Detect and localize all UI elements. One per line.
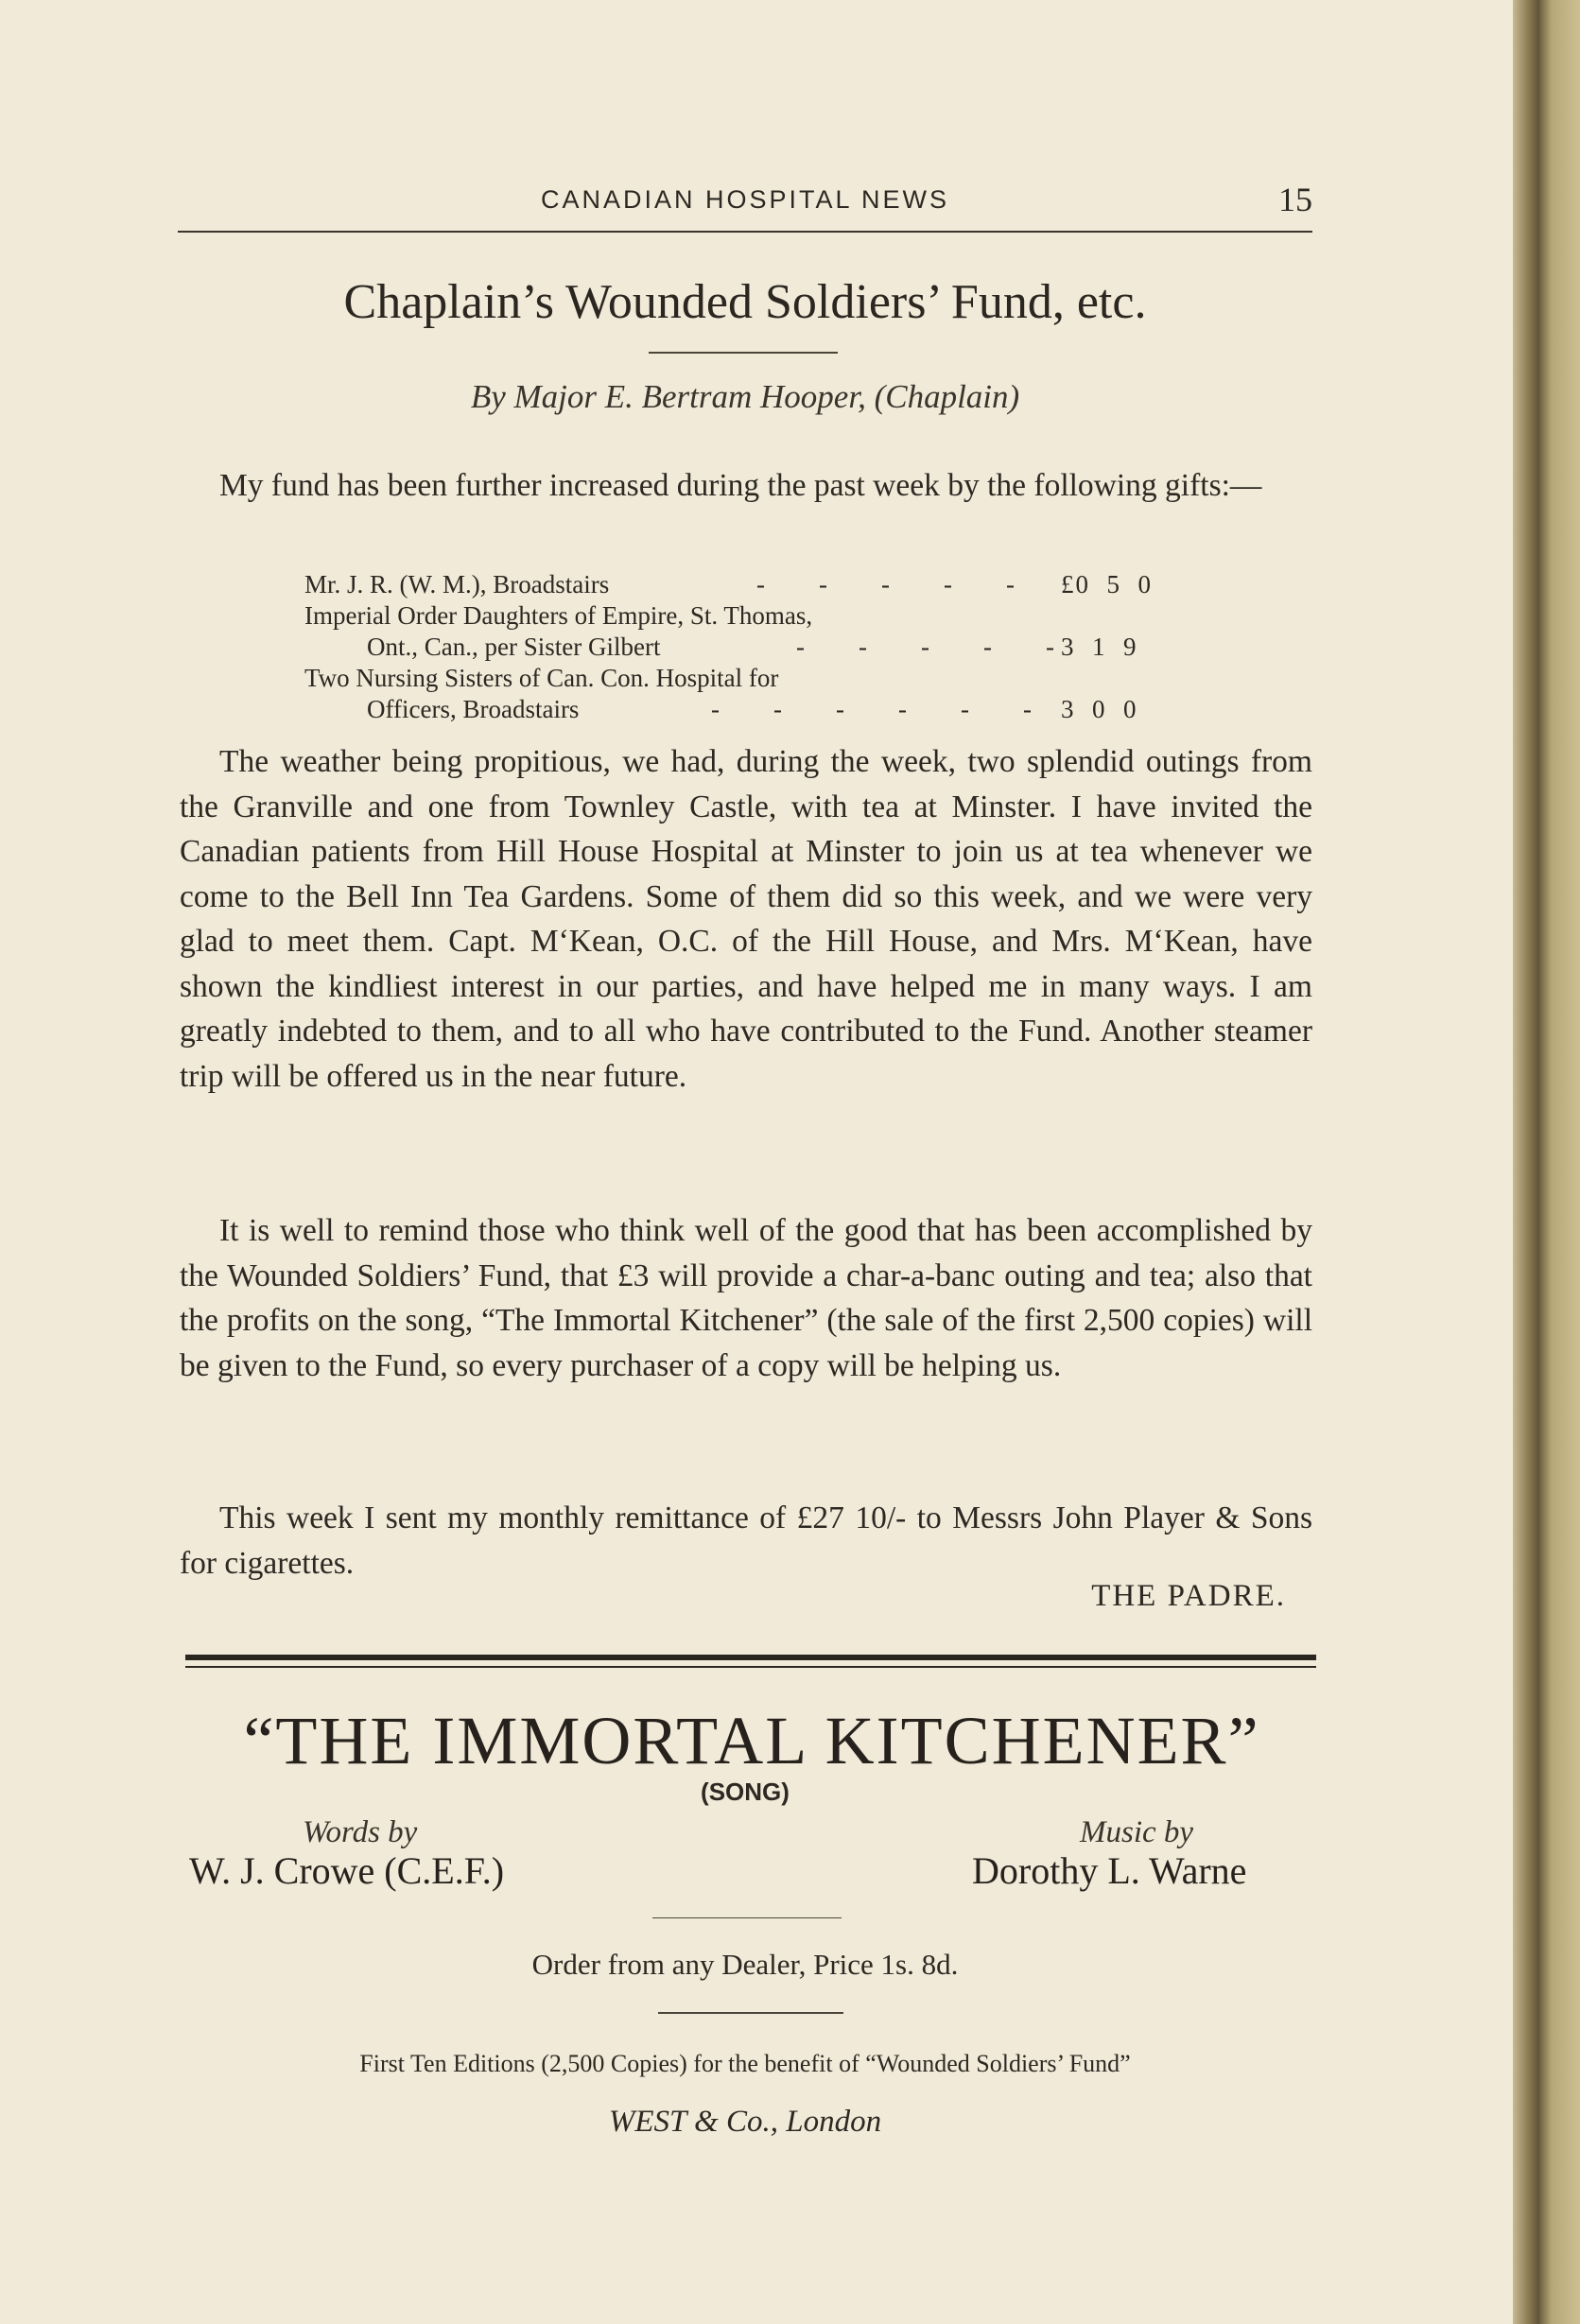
gift-item [304, 569, 1193, 600]
credits-divider [652, 1917, 842, 1918]
gift-list [304, 569, 1193, 725]
advert-subtitle: (SONG) [701, 1778, 790, 1806]
page-number: 15 [1278, 181, 1312, 218]
words-label: Words by [303, 1815, 418, 1849]
book-edge [1539, 0, 1580, 2324]
publication-title: CANADIAN HOSPITAL NEWS [540, 185, 950, 214]
header-rule [178, 231, 1312, 233]
gift-amount: 3 1 9 [1061, 633, 1138, 661]
binding-edge-shadow [1513, 0, 1539, 2324]
gift-item [304, 600, 1193, 663]
section-divider-thin [185, 1666, 1316, 1668]
signature: THE PADRE. [1091, 1579, 1286, 1613]
body-paragraph: This week I sent my monthly remittance of £27 10/- to Messrs John Player & Sons for cigarettes. [180, 1500, 1312, 1581]
music-label: Music by [1080, 1815, 1194, 1849]
gift-donor-continued: Officers, Broadstairs [367, 695, 580, 723]
gift-item [304, 663, 1193, 725]
body-paragraph: It is well to remind those who think well of the good that has been accomplished by the Wounded Soldiers’ Fund, that £3 will provide a char-a-banc outing and tea; also that the profits on the song, “The Immortal Kitchener” (the sale of the first 2,500 copies) will be given to the Fund, so every purchaser of a copy will be helping us. [180, 1213, 1312, 1383]
gift-donor: Mr. J. R. (W. M.), Broadstairs [304, 570, 610, 598]
gift-amount: 3 0 0 [1061, 695, 1138, 723]
gift-amount: £0 5 0 [1061, 570, 1153, 598]
gift-donor: Two Nursing Sisters of Can. Con. Hospital for [304, 664, 779, 692]
words-author: W. J. Crowe (C.E.F.) [189, 1849, 505, 1892]
body-paragraph: The weather being propitious, we had, during the week, two splendid outings from the Granville and one from Townley Castle, with tea at Minster. I have invited the Canadian patients from Hill House Hospital at Minster to join us at tea whenever we come to the Bell Inn Tea Gardens. Some of them did so this week, and we were very glad to meet them. Capt. M‘Kean, O.C. of the Hill House, and Mrs. M‘Kean, have shown the kindliest interest in our parties, and have helped me in many ways. I am greatly indebted to them, and to all who have contributed to the Fund. Another steamer trip will be offered us in the near future. [180, 744, 1312, 1094]
gift-donor: Imperial Order Daughters of Empire, St. Thomas, [304, 601, 813, 630]
intro-paragraph: My fund has been further increased during the past week by the following gifts:— [219, 468, 1262, 503]
leader-dashes: - - - - - - [711, 695, 1037, 723]
leader-dashes: - - - - - [756, 570, 1020, 598]
article-title: Chaplain’s Wounded Soldiers’ Fund, etc. [343, 275, 1147, 329]
leader-dashes: - - - - - [796, 633, 1060, 661]
section-divider-thick [185, 1655, 1316, 1660]
title-divider [649, 352, 838, 354]
gift-donor-continued: Ont., Can., per Sister Gilbert [367, 633, 661, 661]
advert-title: “THE IMMORTAL KITCHENER” [243, 1703, 1260, 1778]
editions-note: First Ten Editions (2,500 Copies) for the benefit of “Wounded Soldiers’ Fund” [359, 2050, 1131, 2077]
running-header [178, 181, 1312, 233]
article-byline: By Major E. Bertram Hooper, (Chaplain) [470, 378, 1020, 415]
order-info: Order from any Dealer, Price 1s. 8d. [531, 1948, 959, 1981]
music-author: Dorothy L. Warne [972, 1849, 1247, 1892]
publisher: WEST & Co., London [608, 2105, 882, 2139]
order-divider [658, 2012, 843, 2014]
